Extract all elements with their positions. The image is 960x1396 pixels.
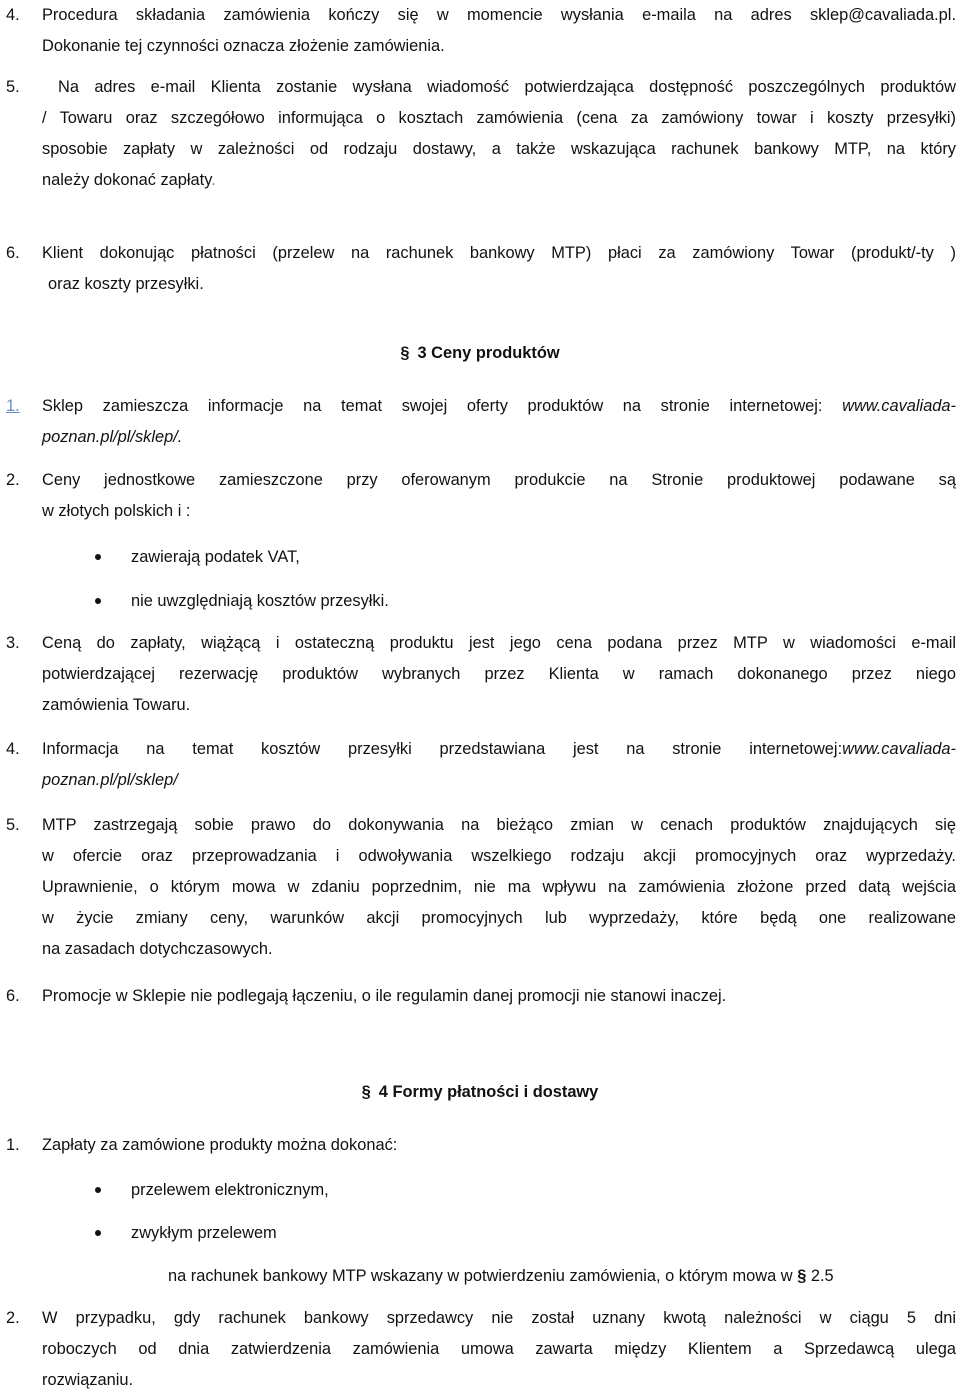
item-number: 4. [6,740,20,758]
text-fragment: Sklep zamieszcza informacje na temat swojej oferty produktów na stronie internetowej: [42,397,843,415]
text-line: Dokonanie tej czynności oznacza złożenie zamówienia. [42,37,445,55]
bullet-text: zwykłym przelewem [131,1224,277,1242]
list-item [6,72,956,196]
text-line: Promocje w Sklepie nie podlegają łączeniu, o ile regulamin danej promocji nie stanowi inaczej. [42,987,727,1005]
link-text[interactable]: poznan.pl/pl/sklep/ [42,771,178,789]
text-line: / Towaru oraz szczegółowo informująca o kosztach zamówienia (cena za zamówiony towar i koszty przesyłki) [42,109,956,127]
text-fragment: Informacja na temat kosztów przesyłki przedstawiana jest na stronie internetowej: [42,740,843,758]
bullet-item [95,589,389,613]
list-item [6,238,956,300]
text-fragment: na rachunek bankowy MTP wskazany w potwierdzeniu zamówienia, o którym mowa w [168,1267,798,1285]
item-number: 6. [6,244,20,262]
text-line: Procedura składania zamówienia kończy się w momencie wysłania e-maila na adres sklep@cavaliada.pl. [42,6,956,24]
section-symbol: § [797,1267,807,1285]
section-heading [0,341,960,365]
bullet-text: przelewem elektronicznym, [131,1181,329,1199]
text-line: W przypadku, gdy rachunek bankowy sprzedawcy nie został uznany kwotą należności w ciągu 5 dni [42,1309,956,1327]
text-line: na zasadach dotychczasowych. [42,940,273,958]
text-line: sposobie zapłaty w zależności od rodzaju dostawy, a także wskazująca rachunek bankowy MTP, na który [42,140,956,158]
text-fragment: . [211,171,216,189]
text-line: oraz koszty przesyłki. [48,275,204,293]
bullet-icon [95,1230,101,1236]
bullet-item [95,1221,277,1245]
text-line: MTP zastrzegają sobie prawo do dokonywania na bieżąco zmian w cenach produktów znajdujących się [42,816,956,834]
item-number: 2. [6,471,20,489]
text-line: Zapłaty za zamówione produkty można dokonać: [42,1136,398,1154]
item-number: 3. [6,634,20,652]
text-line: Klient dokonując płatności (przelew na rachunek bankowy MTP) płaci za zamówiony Towar (produkt/-ty ) [42,244,956,262]
bullet-item [95,545,300,569]
text-line: w ofercie oraz przeprowadzania i odwoływania wszelkiego rodzaju akcji promocyjnych oraz wyprzedaży. [42,847,956,865]
item-number: 4. [6,6,20,24]
bullet-text: zawierają podatek VAT, [131,548,300,566]
text-fragment: należy dokonać zapłaty [42,171,212,189]
text-line: Ceną do zapłaty, wiążącą i ostateczną produktu jest jego cena podana przez MTP w wiadomości e-mail [42,634,956,652]
item-number: 2. [6,1309,20,1327]
text-fragment: 2.5 [806,1267,834,1285]
link-text[interactable]: poznan.pl/pl/sklep/. [42,428,183,446]
section-title: 3 Ceny produktów [417,344,560,362]
bullet-text: nie uwzględniają kosztów przesyłki. [131,592,389,610]
text-line: rozwiązaniu. [42,1371,134,1389]
item-number: 1. [6,397,20,415]
list-item [6,0,956,62]
text-line [168,1264,834,1288]
text-line: potwierdzającej rezerwację produktów wybranych przez Klienta w ramach dokonanego przez niego [42,665,956,683]
list-item [6,628,956,721]
text-line: w życie zmiany ceny, warunków akcji promocyjnych lub wyprzedaży, które będą one realizowane [42,909,956,927]
item-number: 1. [6,1136,20,1154]
text-line: roboczych od dnia zatwierdzenia zamówienia umowa zawarta między Klientem a Sprzedawcą ulega [42,1340,956,1358]
bullet-icon [95,598,101,604]
list-item [6,391,956,453]
list-item [6,981,956,1012]
list-item [6,810,956,965]
list-item [6,734,956,796]
item-number: 5. [6,816,20,834]
item-number: 6. [6,987,20,1005]
text-line [42,165,956,196]
item-number: 5. [6,78,20,96]
text-line: w złotych polskich i : [42,502,191,520]
text-line: zamówienia Towaru. [42,696,191,714]
link-text[interactable]: www.cavaliada- [842,740,956,758]
link-text[interactable]: www.cavaliada- [842,397,956,415]
section-symbol: § [400,344,410,362]
list-item [6,1303,956,1396]
bullet-icon [95,1187,101,1193]
section-title: 4 Formy płatności i dostawy [378,1083,599,1101]
text-line: Na adres e-mail Klienta zostanie wysłana wiadomość potwierdzająca dostępność poszczególnych produktów [58,78,956,96]
text-line [42,391,956,422]
list-item [6,1130,956,1161]
text-line: Ceny jednostkowe zamieszczone przy oferowanym produkcie na Stronie produktowej podawane są [42,471,956,489]
bullet-item [95,1178,329,1202]
text-line [42,734,956,765]
section-symbol: § [361,1083,371,1101]
bullet-icon [95,554,101,560]
list-item [6,465,956,527]
section-heading [0,1080,960,1104]
text-line: Uprawnienie, o którym mowa w zdaniu poprzednim, nie ma wpływu na zamówienia złożone przed datą wejścia [42,878,956,896]
